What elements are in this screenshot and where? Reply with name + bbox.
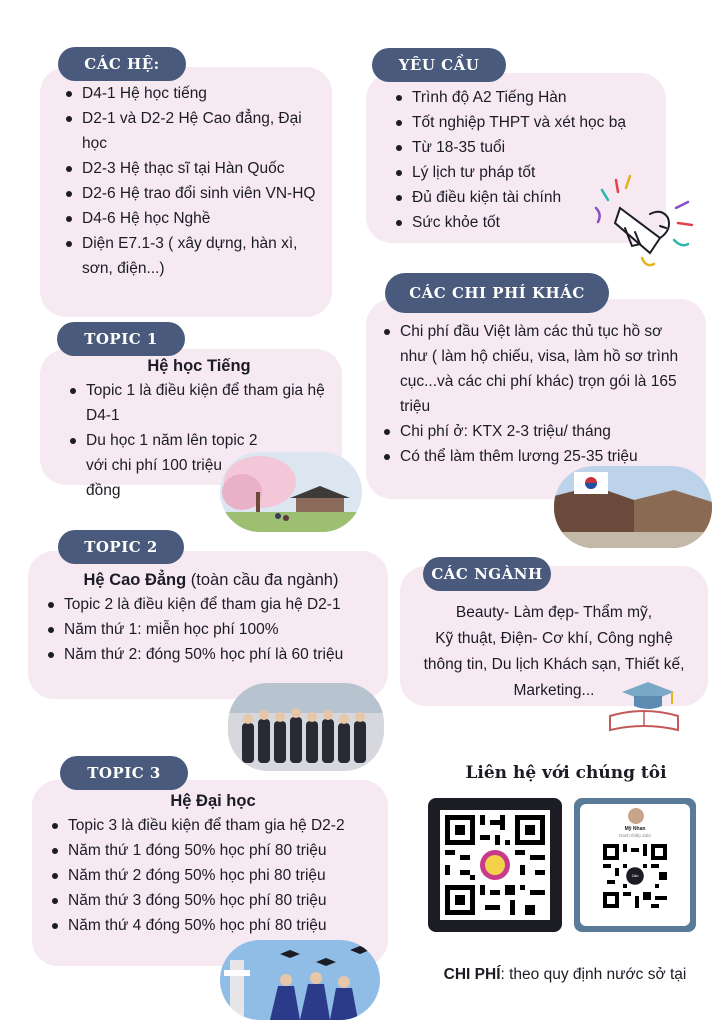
section-pill-topic1 — [57, 322, 185, 356]
list-item: Topic 1 là điều kiện để tham gia hệ D4-1 — [66, 378, 332, 428]
section-pill-topic3 — [60, 756, 188, 790]
list-item: Chi phí đầu Việt làm các thủ tục hồ sơ như ( làm hộ chiếu, visa, làm hồ sơ trình cục...và các chi phí khác) trọn gói là 165 triệu — [380, 319, 692, 419]
photo-korea-palace — [220, 452, 362, 532]
section-pill-yeu-cau — [372, 48, 506, 82]
section-title: TOPIC 3 — [87, 764, 161, 782]
list-item: Năm thứ 4 đóng 50% học phí 80 triệu — [48, 913, 378, 938]
list-item: Sức khỏe tốt — [392, 210, 656, 235]
section-title: TOPIC 2 — [84, 538, 158, 556]
list-item: Năm thứ 3 đóng 50% học phí 80 triệu — [48, 888, 378, 913]
card-subtitle — [44, 571, 378, 590]
list-item: Năm thứ 2: đóng 50% học phí là 60 triệu — [44, 642, 378, 667]
section-title: CÁC HỆ: — [84, 55, 160, 73]
list-item: D2-3 Hệ thạc sĩ tại Hàn Quốc — [62, 156, 322, 181]
section-title: TOPIC 1 — [84, 330, 158, 348]
footer-text: : theo quy định nước sở tại — [500, 966, 687, 983]
list-item: Năm thứ 1 đóng 50% học phí 80 triệu — [48, 838, 378, 863]
nganh-line: thông tin, Du lịch Khách sạn, Thiết kế, — [423, 656, 685, 673]
section-pill-cac-nganh — [423, 557, 551, 591]
zalo-card-inner — [580, 804, 690, 926]
list-item: Topic 2 là điều kiện để tham gia hệ D2-1 — [44, 592, 378, 617]
qr-code-icon — [440, 810, 550, 920]
subtitle-bold: Hệ Cao Đẳng — [83, 571, 187, 589]
list-topic3 — [48, 813, 378, 938]
card-topic2 — [28, 551, 388, 699]
section-title: CÁC NGÀNH — [431, 565, 543, 583]
photo-student-group — [228, 683, 384, 771]
avatar — [628, 808, 644, 824]
list-item: Tốt nghiệp THPT và xét học bạ — [392, 110, 656, 135]
card-subtitle: Hệ Đại học — [170, 792, 256, 810]
nganh-line: Marketing... — [513, 682, 595, 699]
list-item: D2-6 Hệ trao đổi sinh viên VN-HQ — [62, 181, 322, 206]
list-item: Có thể làm thêm lương 25-35 triệu — [380, 444, 692, 469]
photo-graduation — [220, 940, 380, 1020]
zalo-badge: Zalo — [631, 874, 639, 878]
list-item: Diện E7.1-3 ( xây dựng, hàn xì, sơn, điện...) — [62, 231, 322, 281]
section-title: YÊU CẦU — [398, 56, 480, 74]
nganh-line: Beauty- Làm đẹp- Thẩm mỹ, — [455, 604, 653, 621]
list-item: Trình độ A2 Tiếng Hàn — [392, 85, 656, 110]
list-item: Lý lịch tư pháp tốt — [392, 160, 656, 185]
subtitle-rest: (toàn cầu đa ngành) — [186, 571, 339, 589]
contact-title: Liên hệ với chúng tôi — [465, 763, 667, 783]
list-item: Chi phí ở: KTX 2-3 triệu/ tháng — [380, 419, 692, 444]
card-cac-he — [40, 67, 332, 317]
section-pill-topic2 — [58, 530, 184, 564]
list-item: Năm thứ 1: miễn học phí 100% — [44, 617, 378, 642]
nganh-line: Kỹ thuật, Điện- Cơ khí, Công nghệ — [435, 630, 673, 647]
section-title: CÁC CHI PHÍ KHÁC — [409, 284, 585, 302]
profile-subtitle: Danh thiếp Zalo — [619, 833, 651, 838]
list-chi-phi-khac — [380, 319, 692, 469]
list-cac-he — [62, 81, 322, 281]
card-topic3 — [32, 780, 388, 966]
list-item: Topic 3 là điều kiện để tham gia hệ D2-2 — [48, 813, 378, 838]
section-pill-chi-phi-khac — [385, 273, 609, 313]
list-item: Du học 1 năm lên topic 2 với chi phí 100 triệu đồng — [66, 428, 332, 503]
list-item: D4-1 Hệ học tiếng — [62, 81, 322, 106]
zalo-qr-card[interactable] — [574, 798, 696, 932]
photo-korea-street — [554, 466, 712, 548]
list-item: Đủ điều kiện tài chính — [392, 185, 656, 210]
megaphone-icon — [590, 168, 700, 278]
section-pill-cac-he — [58, 47, 186, 81]
footer-cost-note — [410, 966, 720, 984]
card-subtitle: Hệ học Tiếng — [147, 357, 251, 375]
list-item: Năm thứ 2 đóng 50% học phi 80 triệu — [48, 863, 378, 888]
footer-label: CHI PHÍ — [443, 966, 501, 983]
list-item: D2-1 và D2-2 Hệ Cao đẳng, Đại học — [62, 106, 322, 156]
profile-name: Mỹ Nhan — [624, 826, 646, 832]
list-item: D4-6 Hệ học Nghề — [62, 206, 322, 231]
list-item: Từ 18-35 tuổi — [392, 135, 656, 160]
graduation-book-icon — [604, 676, 684, 736]
list-topic2 — [44, 592, 378, 667]
qr-code-card-main[interactable] — [428, 798, 562, 932]
